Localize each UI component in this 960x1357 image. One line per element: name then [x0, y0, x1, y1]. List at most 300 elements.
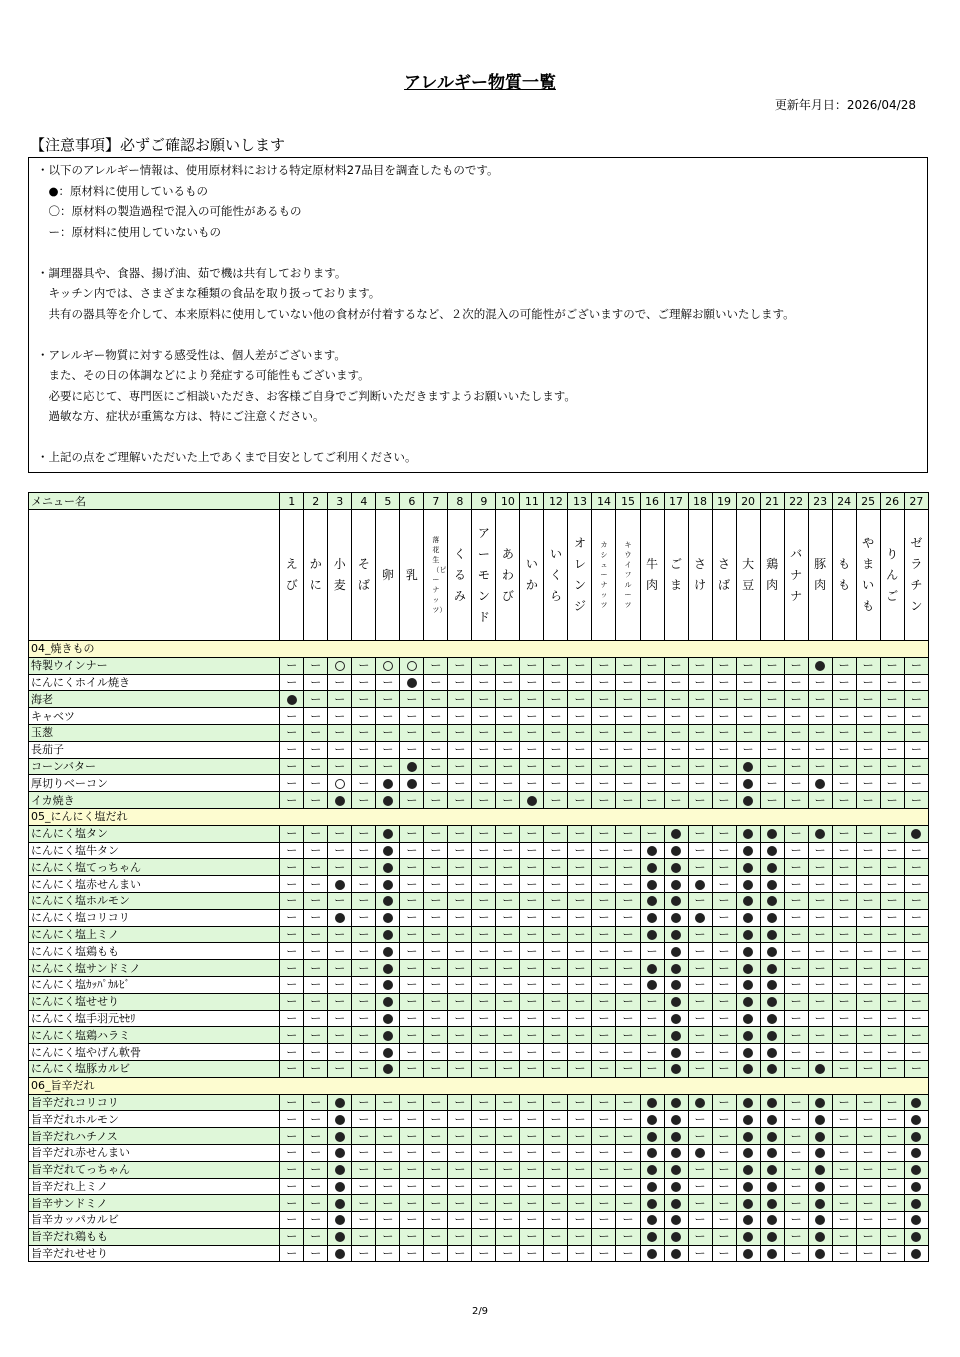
used-mark: [767, 947, 777, 957]
not-used-mark: ー: [904, 993, 928, 1010]
not-used-mark: ー: [880, 674, 904, 691]
not-used-mark: ー: [424, 1094, 448, 1111]
not-used-mark: ー: [496, 1128, 520, 1145]
allergen-name: [400, 510, 424, 641]
not-used-mark: ー: [664, 674, 688, 691]
menu-name: キャベツ: [29, 708, 280, 725]
not-used-mark: ー: [832, 1212, 856, 1229]
not-used-mark: ー: [784, 892, 808, 909]
not-used-mark: ー: [784, 825, 808, 842]
notice-heading: 【注意事項】必ずご確認お願いします: [30, 136, 286, 154]
used-mark: [767, 1098, 777, 1108]
used-mark: [767, 1249, 777, 1259]
not-used-mark: ー: [712, 724, 736, 741]
not-used-mark: ー: [616, 792, 640, 809]
not-used-mark: ー: [640, 657, 664, 674]
not-used-mark: ー: [472, 792, 496, 809]
not-used-mark: ー: [592, 657, 616, 674]
not-used-mark: ー: [688, 1111, 712, 1128]
not-used-mark: ー: [784, 691, 808, 708]
not-used-mark: ー: [640, 792, 664, 809]
used-mark: [815, 1249, 825, 1259]
not-used-mark: ー: [880, 1044, 904, 1061]
allergen-cell: [640, 976, 664, 993]
not-used-mark: ー: [448, 825, 472, 842]
not-used-mark: ー: [856, 792, 880, 809]
not-used-mark: ー: [736, 691, 760, 708]
not-used-mark: ー: [592, 1094, 616, 1111]
not-used-mark: ー: [520, 1111, 544, 1128]
allergen-cell: [808, 1195, 832, 1212]
not-used-mark: ー: [712, 1111, 736, 1128]
used-mark: [815, 1215, 825, 1225]
not-used-mark: ー: [784, 1195, 808, 1212]
not-used-mark: ー: [640, 1027, 664, 1044]
used-mark: [647, 1098, 657, 1108]
allergen-name-text: くるみ: [453, 546, 466, 603]
not-used-mark: ー: [640, 775, 664, 792]
used-mark: [767, 1215, 777, 1225]
used-mark: [743, 863, 753, 873]
not-used-mark: ー: [616, 1128, 640, 1145]
not-used-mark: ー: [520, 1178, 544, 1195]
not-used-mark: ー: [520, 674, 544, 691]
not-used-mark: ー: [688, 825, 712, 842]
allergen-name-text: 落花生（ピーナッツ）: [432, 536, 447, 614]
not-used-mark: ー: [688, 842, 712, 859]
not-used-mark: ー: [304, 1245, 328, 1262]
not-used-mark: ー: [568, 825, 592, 842]
used-mark: [911, 1232, 921, 1242]
not-used-mark: ー: [880, 960, 904, 977]
not-used-mark: ー: [640, 674, 664, 691]
not-used-mark: ー: [568, 892, 592, 909]
allergen-cell: [328, 775, 352, 792]
not-used-mark: ー: [304, 1027, 328, 1044]
not-used-mark: ー: [808, 758, 832, 775]
used-mark: [815, 1064, 825, 1074]
not-used-mark: ー: [352, 892, 376, 909]
allergen-cell: [328, 1094, 352, 1111]
not-used-mark: ー: [472, 1128, 496, 1145]
used-mark: [671, 930, 681, 940]
allergen-cell: [808, 825, 832, 842]
not-used-mark: ー: [448, 1128, 472, 1145]
not-used-mark: ー: [328, 976, 352, 993]
allergen-cell: [736, 792, 760, 809]
used-mark: [743, 1098, 753, 1108]
not-used-mark: ー: [280, 825, 304, 842]
menu-row: [29, 943, 929, 960]
not-used-mark: ー: [712, 976, 736, 993]
menu-name: 玉葱: [29, 724, 280, 741]
not-used-mark: ー: [472, 892, 496, 909]
allergen-cell: [664, 976, 688, 993]
menu-row: [29, 741, 929, 758]
not-used-mark: ー: [568, 674, 592, 691]
not-used-mark: ー: [328, 842, 352, 859]
allergen-cell: [640, 1195, 664, 1212]
allergen-name: [304, 510, 328, 641]
not-used-mark: ー: [448, 1027, 472, 1044]
not-used-mark: ー: [640, 741, 664, 758]
used-mark: [671, 1098, 681, 1108]
allergen-cell: [760, 1128, 784, 1145]
not-used-mark: ー: [376, 1111, 400, 1128]
not-used-mark: ー: [688, 708, 712, 725]
allergen-number: 14: [592, 493, 616, 510]
not-used-mark: ー: [880, 1195, 904, 1212]
not-used-mark: ー: [400, 1161, 424, 1178]
allergen-cell: [664, 1027, 688, 1044]
not-used-mark: ー: [784, 976, 808, 993]
not-used-mark: ー: [592, 960, 616, 977]
not-used-mark: ー: [904, 1027, 928, 1044]
menu-row: [29, 1228, 929, 1245]
allergen-name: [688, 510, 712, 641]
not-used-mark: ー: [352, 1060, 376, 1077]
not-used-mark: ー: [280, 1178, 304, 1195]
not-used-mark: ー: [424, 792, 448, 809]
not-used-mark: ー: [328, 758, 352, 775]
allergen-cell: [736, 1144, 760, 1161]
not-used-mark: ー: [880, 724, 904, 741]
not-used-mark: ー: [592, 842, 616, 859]
not-used-mark: ー: [616, 758, 640, 775]
not-used-mark: ー: [520, 708, 544, 725]
allergen-cell: [664, 842, 688, 859]
not-used-mark: ー: [856, 1245, 880, 1262]
not-used-mark: ー: [400, 741, 424, 758]
allergen-name-text: やまいも: [862, 536, 875, 613]
not-used-mark: ー: [280, 976, 304, 993]
not-used-mark: ー: [424, 657, 448, 674]
menu-row: [29, 842, 929, 859]
notice-line: キッチン内では、さまざまな種類の食品を取り扱っております。: [37, 286, 381, 300]
not-used-mark: ー: [496, 976, 520, 993]
not-used-mark: ー: [712, 1161, 736, 1178]
not-used-mark: ー: [352, 758, 376, 775]
not-used-mark: ー: [592, 741, 616, 758]
allergen-name-text: バナナ: [790, 546, 803, 603]
used-mark: [671, 1064, 681, 1074]
allergen-name: [784, 510, 808, 641]
not-used-mark: ー: [568, 1228, 592, 1245]
menu-row: [29, 926, 929, 943]
not-used-mark: ー: [784, 1212, 808, 1229]
not-used-mark: ー: [856, 1128, 880, 1145]
not-used-mark: ー: [304, 1161, 328, 1178]
not-used-mark: ー: [784, 842, 808, 859]
not-used-mark: ー: [424, 993, 448, 1010]
not-used-mark: ー: [424, 892, 448, 909]
not-used-mark: ー: [664, 792, 688, 809]
allergen-cell: [376, 859, 400, 876]
not-used-mark: ー: [520, 825, 544, 842]
not-used-mark: ー: [760, 674, 784, 691]
used-mark: [743, 980, 753, 990]
not-used-mark: ー: [400, 976, 424, 993]
allergen-cell: [664, 1195, 688, 1212]
not-used-mark: ー: [664, 708, 688, 725]
not-used-mark: ー: [304, 691, 328, 708]
used-mark: [647, 964, 657, 974]
not-used-mark: ー: [592, 1245, 616, 1262]
not-used-mark: ー: [784, 1178, 808, 1195]
menu-name: 旨辛だれてっちゃん: [29, 1161, 280, 1178]
not-used-mark: ー: [784, 1027, 808, 1044]
not-used-mark: ー: [376, 1195, 400, 1212]
not-used-mark: ー: [352, 976, 376, 993]
allergen-name-text: りんご: [886, 546, 899, 603]
allergen-cell: [736, 859, 760, 876]
not-used-mark: ー: [304, 993, 328, 1010]
not-used-mark: ー: [304, 943, 328, 960]
not-used-mark: ー: [784, 1094, 808, 1111]
not-used-mark: ー: [352, 842, 376, 859]
not-used-mark: ー: [328, 960, 352, 977]
menu-name: にんにく塩手羽元ｾｾﾘ: [29, 1010, 280, 1027]
used-mark: [671, 1165, 681, 1175]
used-mark: [911, 1249, 921, 1259]
allergen-number: 20: [736, 493, 760, 510]
not-used-mark: ー: [640, 1010, 664, 1027]
allergen-name: [472, 510, 496, 641]
not-used-mark: ー: [448, 876, 472, 893]
not-used-mark: ー: [568, 1027, 592, 1044]
used-mark: [743, 913, 753, 923]
menu-row: [29, 1094, 929, 1111]
not-used-mark: ー: [496, 792, 520, 809]
allergen-number: 6: [400, 493, 424, 510]
allergen-cell: [904, 1178, 928, 1195]
allergen-cell: [808, 1212, 832, 1229]
not-used-mark: ー: [904, 892, 928, 909]
not-used-mark: ー: [400, 926, 424, 943]
not-used-mark: ー: [712, 876, 736, 893]
not-used-mark: ー: [616, 1010, 640, 1027]
not-used-mark: ー: [592, 1161, 616, 1178]
not-used-mark: ー: [496, 1027, 520, 1044]
not-used-mark: ー: [448, 775, 472, 792]
used-mark: [647, 846, 657, 856]
not-used-mark: ー: [448, 724, 472, 741]
used-mark: [767, 1182, 777, 1192]
not-used-mark: ー: [304, 1111, 328, 1128]
possible-mark: [335, 779, 345, 789]
allergen-cell: [664, 1144, 688, 1161]
allergen-cell: [328, 1212, 352, 1229]
not-used-mark: ー: [616, 1060, 640, 1077]
not-used-mark: ー: [712, 674, 736, 691]
allergen-cell: [808, 657, 832, 674]
used-mark: [671, 1215, 681, 1225]
used-mark: [743, 1232, 753, 1242]
not-used-mark: ー: [280, 1212, 304, 1229]
used-mark: [815, 1199, 825, 1209]
not-used-mark: ー: [808, 1010, 832, 1027]
not-used-mark: ー: [304, 1195, 328, 1212]
not-used-mark: ー: [880, 909, 904, 926]
used-mark: [647, 1132, 657, 1142]
not-used-mark: ー: [400, 1245, 424, 1262]
not-used-mark: ー: [568, 1128, 592, 1145]
not-used-mark: ー: [424, 758, 448, 775]
not-used-mark: ー: [424, 674, 448, 691]
used-mark: [407, 779, 417, 789]
allergen-name-text: 鶏肉: [766, 557, 779, 592]
not-used-mark: ー: [880, 1161, 904, 1178]
not-used-mark: ー: [280, 1010, 304, 1027]
not-used-mark: ー: [712, 792, 736, 809]
not-used-mark: ー: [424, 842, 448, 859]
allergen-name-text: かに: [309, 557, 322, 592]
not-used-mark: ー: [472, 1027, 496, 1044]
not-used-mark: ー: [784, 943, 808, 960]
not-used-mark: ー: [352, 943, 376, 960]
allergen-name-text: 大豆: [742, 557, 755, 592]
not-used-mark: ー: [784, 1111, 808, 1128]
not-used-mark: ー: [616, 657, 640, 674]
used-mark: [767, 863, 777, 873]
not-used-mark: ー: [304, 960, 328, 977]
not-used-mark: ー: [496, 1060, 520, 1077]
allergen-cell: [376, 909, 400, 926]
not-used-mark: ー: [856, 724, 880, 741]
used-mark: [743, 829, 753, 839]
allergen-name: [880, 510, 904, 641]
not-used-mark: ー: [904, 960, 928, 977]
not-used-mark: ー: [280, 792, 304, 809]
not-used-mark: ー: [832, 691, 856, 708]
allergen-cell: [328, 1245, 352, 1262]
notice-line: ー：原材料に使用していないもの: [37, 224, 221, 239]
not-used-mark: ー: [352, 1245, 376, 1262]
not-used-mark: ー: [880, 842, 904, 859]
not-used-mark: ー: [616, 842, 640, 859]
menu-name: にんにく塩鶏ハラミ: [29, 1027, 280, 1044]
allergen-cell: [904, 1212, 928, 1229]
allergen-number: 17: [664, 493, 688, 510]
not-used-mark: ー: [280, 909, 304, 926]
section-title: 04_焼きもの: [29, 641, 929, 658]
not-used-mark: ー: [304, 657, 328, 674]
not-used-mark: ー: [616, 1027, 640, 1044]
header-number-row: [29, 493, 929, 510]
used-mark: [743, 1249, 753, 1259]
menu-row: [29, 1128, 929, 1145]
allergen-cell: [376, 1010, 400, 1027]
allergen-cell: [736, 976, 760, 993]
not-used-mark: ー: [856, 758, 880, 775]
allergen-name: [376, 510, 400, 641]
menu-row: [29, 1144, 929, 1161]
not-used-mark: ー: [376, 1094, 400, 1111]
not-used-mark: ー: [400, 1128, 424, 1145]
not-used-mark: ー: [400, 1111, 424, 1128]
not-used-mark: ー: [496, 1010, 520, 1027]
not-used-mark: ー: [568, 1245, 592, 1262]
allergen-cell: [520, 792, 544, 809]
allergen-cell: [376, 825, 400, 842]
not-used-mark: ー: [616, 876, 640, 893]
not-used-mark: ー: [304, 1010, 328, 1027]
not-used-mark: ー: [568, 724, 592, 741]
not-used-mark: ー: [616, 993, 640, 1010]
used-mark: [647, 1249, 657, 1259]
not-used-mark: ー: [520, 1144, 544, 1161]
not-used-mark: ー: [568, 691, 592, 708]
not-used-mark: ー: [808, 943, 832, 960]
not-used-mark: ー: [304, 859, 328, 876]
not-used-mark: ー: [376, 1228, 400, 1245]
allergen-cell: [664, 825, 688, 842]
allergen-cell: [736, 876, 760, 893]
not-used-mark: ー: [592, 1010, 616, 1027]
not-used-mark: ー: [376, 1212, 400, 1229]
not-used-mark: ー: [832, 825, 856, 842]
not-used-mark: ー: [280, 859, 304, 876]
not-used-mark: ー: [304, 1178, 328, 1195]
not-used-mark: ー: [328, 1044, 352, 1061]
used-mark: [815, 1182, 825, 1192]
allergen-cell: [736, 1027, 760, 1044]
not-used-mark: ー: [544, 758, 568, 775]
menu-name: 旨辛だれ鶏もも: [29, 1228, 280, 1245]
used-mark: [383, 1048, 393, 1058]
allergen-number: 10: [496, 493, 520, 510]
not-used-mark: ー: [448, 960, 472, 977]
used-mark: [671, 1132, 681, 1142]
not-used-mark: ー: [808, 1027, 832, 1044]
header-allergen-row: [29, 510, 929, 641]
not-used-mark: ー: [640, 993, 664, 1010]
allergen-number: 1: [280, 493, 304, 510]
not-used-mark: ー: [832, 1161, 856, 1178]
not-used-mark: ー: [544, 1195, 568, 1212]
used-mark: [335, 913, 345, 923]
not-used-mark: ー: [856, 976, 880, 993]
not-used-mark: ー: [568, 943, 592, 960]
not-used-mark: ー: [280, 775, 304, 792]
used-mark: [671, 1048, 681, 1058]
not-used-mark: ー: [784, 657, 808, 674]
allergen-cell: [760, 1027, 784, 1044]
not-used-mark: ー: [544, 657, 568, 674]
used-mark: [743, 1165, 753, 1175]
not-used-mark: ー: [712, 909, 736, 926]
allergen-cell: [760, 909, 784, 926]
not-used-mark: ー: [472, 825, 496, 842]
used-mark: [647, 1165, 657, 1175]
not-used-mark: ー: [544, 842, 568, 859]
used-mark: [671, 964, 681, 974]
menu-row: [29, 892, 929, 909]
menu-row: [29, 758, 929, 775]
menu-name: イカ焼き: [29, 792, 280, 809]
not-used-mark: ー: [592, 708, 616, 725]
allergen-cell: [664, 926, 688, 943]
allergen-cell: [328, 1111, 352, 1128]
not-used-mark: ー: [880, 1245, 904, 1262]
not-used-mark: ー: [808, 792, 832, 809]
allergen-number: 8: [448, 493, 472, 510]
not-used-mark: ー: [784, 1010, 808, 1027]
not-used-mark: ー: [352, 1195, 376, 1212]
not-used-mark: ー: [832, 960, 856, 977]
allergen-cell: [904, 1245, 928, 1262]
allergen-cell: [760, 1060, 784, 1077]
